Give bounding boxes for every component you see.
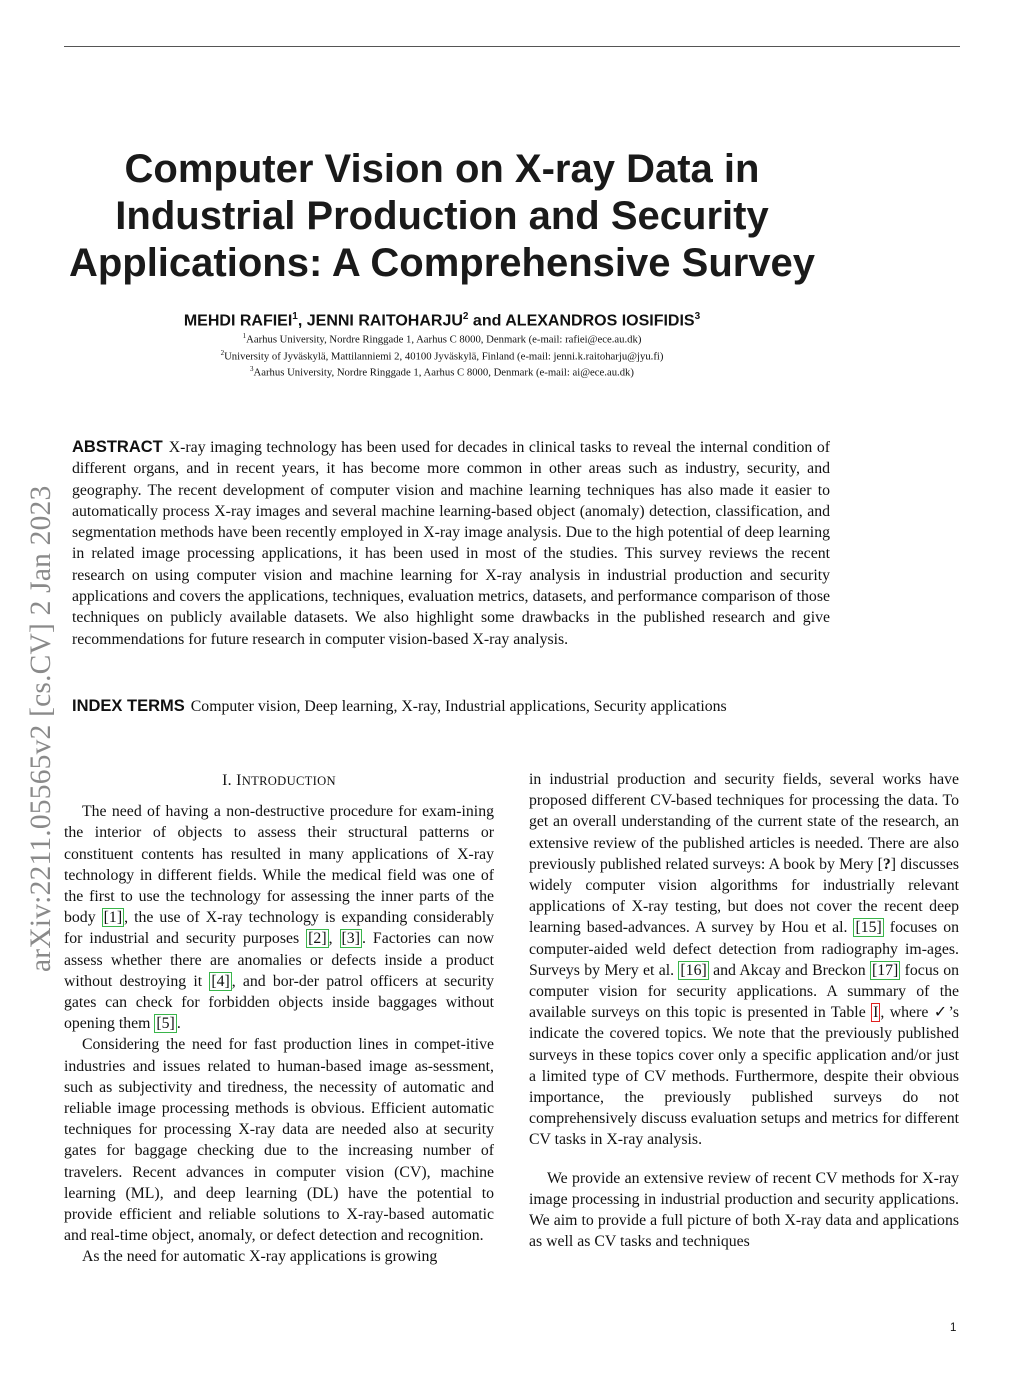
affiliation-mark: 1: [242, 332, 247, 340]
arxiv-identifier: arXiv:2211.05565v2 [cs.CV] 2 Jan 2023: [25, 485, 57, 972]
section-number: I.: [222, 772, 237, 789]
affiliation-text: Aarhus University, Nordre Ringgade 1, Aarhus C 8000, Denmark (e-mail: rafiei@ece.au.dk): [246, 333, 642, 346]
author-affil-mark: 2: [462, 311, 469, 322]
abstract-label: ABSTRACT: [72, 438, 163, 456]
citation-link[interactable]: [15]: [855, 919, 882, 937]
text-span: ] discusses widely computer vision algorithms for industrially relevant applications of X-ray testing, but does not cover the recent deep learning based-advances. A survey by Hou et al.: [529, 855, 959, 937]
text-span: focuses on computer-aided weld defect detection from radiography im-ages. Surveys by Mery et al.: [529, 919, 959, 979]
abstract-text: X-ray imaging technology has been used for decades in clinical tasks to reveal the internal condition of different organs, and in recent years, it has become more common in other areas such as industry, security, and geography. The recent development of computer vision and machine learning techniques has also made it easier to automatically process X-ray images and several machine learning-based object (anomaly) detection, classification, and segmentation methods have been recently employed in X-ray image analysis. Due to the high potential of deep learning in related image processing applications, it has been used in most of the studies. This survey reviews the recent research on using computer vision and machine learning for X-ray analysis in industrial production and security applications and covers the applications, techniques, evaluation metrics, datasets, and performance comparison of those techniques on publicly available datasets. We also highlight some drawbacks in the published research and give recommendations for future research in computer vision-based X-ray analysis.: [72, 439, 830, 648]
text-span: and Akcay and Breckon: [708, 961, 870, 979]
text-span: , and bor-der patrol officers at security gates can check for forbidden objects inside baggages without opening them: [64, 972, 494, 1033]
author-list: [60, 311, 824, 330]
affiliation-mark: 3: [250, 365, 254, 374]
abstract: [72, 437, 830, 650]
header-rule: [64, 46, 960, 47]
text-span: , where ✓’s indicate the covered topics. We note that the previously published surveys in these topics cover only a specific application and/or just a limited type of CV methods. Furthermore, despite their obvious importance, the previously published surveys do not comprehensively discuss evaluation setups and metrics for different CV tasks in X-ray analysis.: [529, 1004, 959, 1149]
unresolved-citation: ?: [882, 855, 891, 873]
affiliation-line: [60, 363, 824, 380]
table-reference-link[interactable]: I: [873, 1004, 879, 1022]
right-column: [529, 769, 959, 1252]
text-span: . Factories can now assess whether there are anomalies or defects inside a product without destroying it: [64, 930, 494, 990]
author-affil-mark: 3: [694, 311, 701, 322]
text-span: , the use of X-ray technology is expanding considerably for industrial and security purposes: [64, 909, 495, 948]
text-span: ,: [328, 930, 340, 948]
paragraph: [529, 769, 959, 1151]
paper-title: [60, 146, 824, 287]
author-name: JENNI RAITOHARJU: [306, 312, 463, 330]
page-number: 1: [950, 1322, 957, 1334]
text-span: in industrial production and security fields, several works have proposed different CV-based techniques for processing the data. To get an overall understanding of the current state of the research, an extensive review of the published articles is needed. There are also previously published related surveys: A book by Mery [: [529, 771, 959, 873]
citation-link[interactable]: [2]: [308, 930, 327, 948]
paragraph: As the need for automatic X-ray applications is growing: [82, 1248, 438, 1266]
citation-link[interactable]: [3]: [341, 930, 360, 948]
title-line: Industrial Production and Security: [115, 194, 769, 238]
index-terms-label: INDEX TERMS: [72, 697, 185, 715]
index-terms-text: Computer vision, Deep learning, X-ray, Industrial applications, Security applications: [190, 698, 727, 715]
title-line: Applications: A Comprehensive Survey: [68, 241, 816, 285]
affiliation-line: [60, 330, 824, 347]
index-terms: [72, 697, 830, 716]
affiliation-text: Aarhus University, Nordre Ringgade 1, Aarhus C 8000, Denmark (e-mail: ai@ece.au.dk): [253, 366, 634, 379]
citation-link[interactable]: [16]: [680, 961, 707, 979]
paragraph: We provide an extensive review of recent CV methods for X-ray image processing in industrial production and security applications. We aim to provide a full picture of both X-ray data and applications as well as CV tasks and techniques: [529, 1169, 959, 1251]
text-span: focus on computer vision for security applications. A summary of the available surveys on this topic is presented in Table: [529, 961, 960, 1022]
author-separator: ,: [297, 312, 307, 330]
citation-link[interactable]: [1]: [103, 909, 123, 927]
affiliations: [60, 330, 824, 380]
left-column: [64, 770, 494, 1268]
section-title-rest: NTRODUCTION: [241, 774, 336, 788]
citation-link[interactable]: [5]: [156, 1015, 175, 1033]
citation-link[interactable]: [4]: [211, 972, 230, 990]
text-span: The need of having a non-destructive procedure for exam-ining the interior of objects to assess their structural patterns or constituent contents has resulted in many applications of X-ray technology in different fields. While the medical field was one of the first to use the technology for assessing the inner parts of the body: [64, 803, 494, 927]
text-span: .: [176, 1015, 181, 1033]
title-line: Computer Vision on X-ray Data in: [124, 147, 760, 191]
affiliation-line: [60, 347, 824, 364]
affiliation-text: University of Jyväskylä, Mattilanniemi 2, 40100 Jyväskylä, Finland (e-mail: jenni.k.raitoharju@jyu.fi): [224, 350, 664, 363]
paragraph: Considering the need for fast production lines in compet-itive industries and issues related to human-based image as-sessment, such as subjectivity and tiredness, the necessity of automatic and reliable image processing methods is obvious. Efficient automatic techniques for processing X-ray data are needed also at security gates for baggage checking due to the increasing number of travelers. Recent advances in computer vision (CV), machine learning (ML), and deep learning (DL) have the potential to provide efficient and reliable solutions to X-ray-based automatic and real-time object, anomaly, or defect detection and recognition.: [64, 1036, 494, 1245]
citation-link[interactable]: [17]: [871, 961, 899, 979]
section-heading: [64, 770, 494, 792]
author-separator: and: [468, 312, 506, 330]
affiliation-mark: 2: [220, 348, 225, 357]
author-affil-mark: 1: [292, 311, 298, 322]
section-title-initial: I: [236, 772, 242, 789]
author-name: ALEXANDROS IOSIFIDIS: [505, 312, 695, 330]
paragraph: [64, 801, 494, 1034]
author-name: MEHDI RAFIEI: [183, 312, 293, 330]
